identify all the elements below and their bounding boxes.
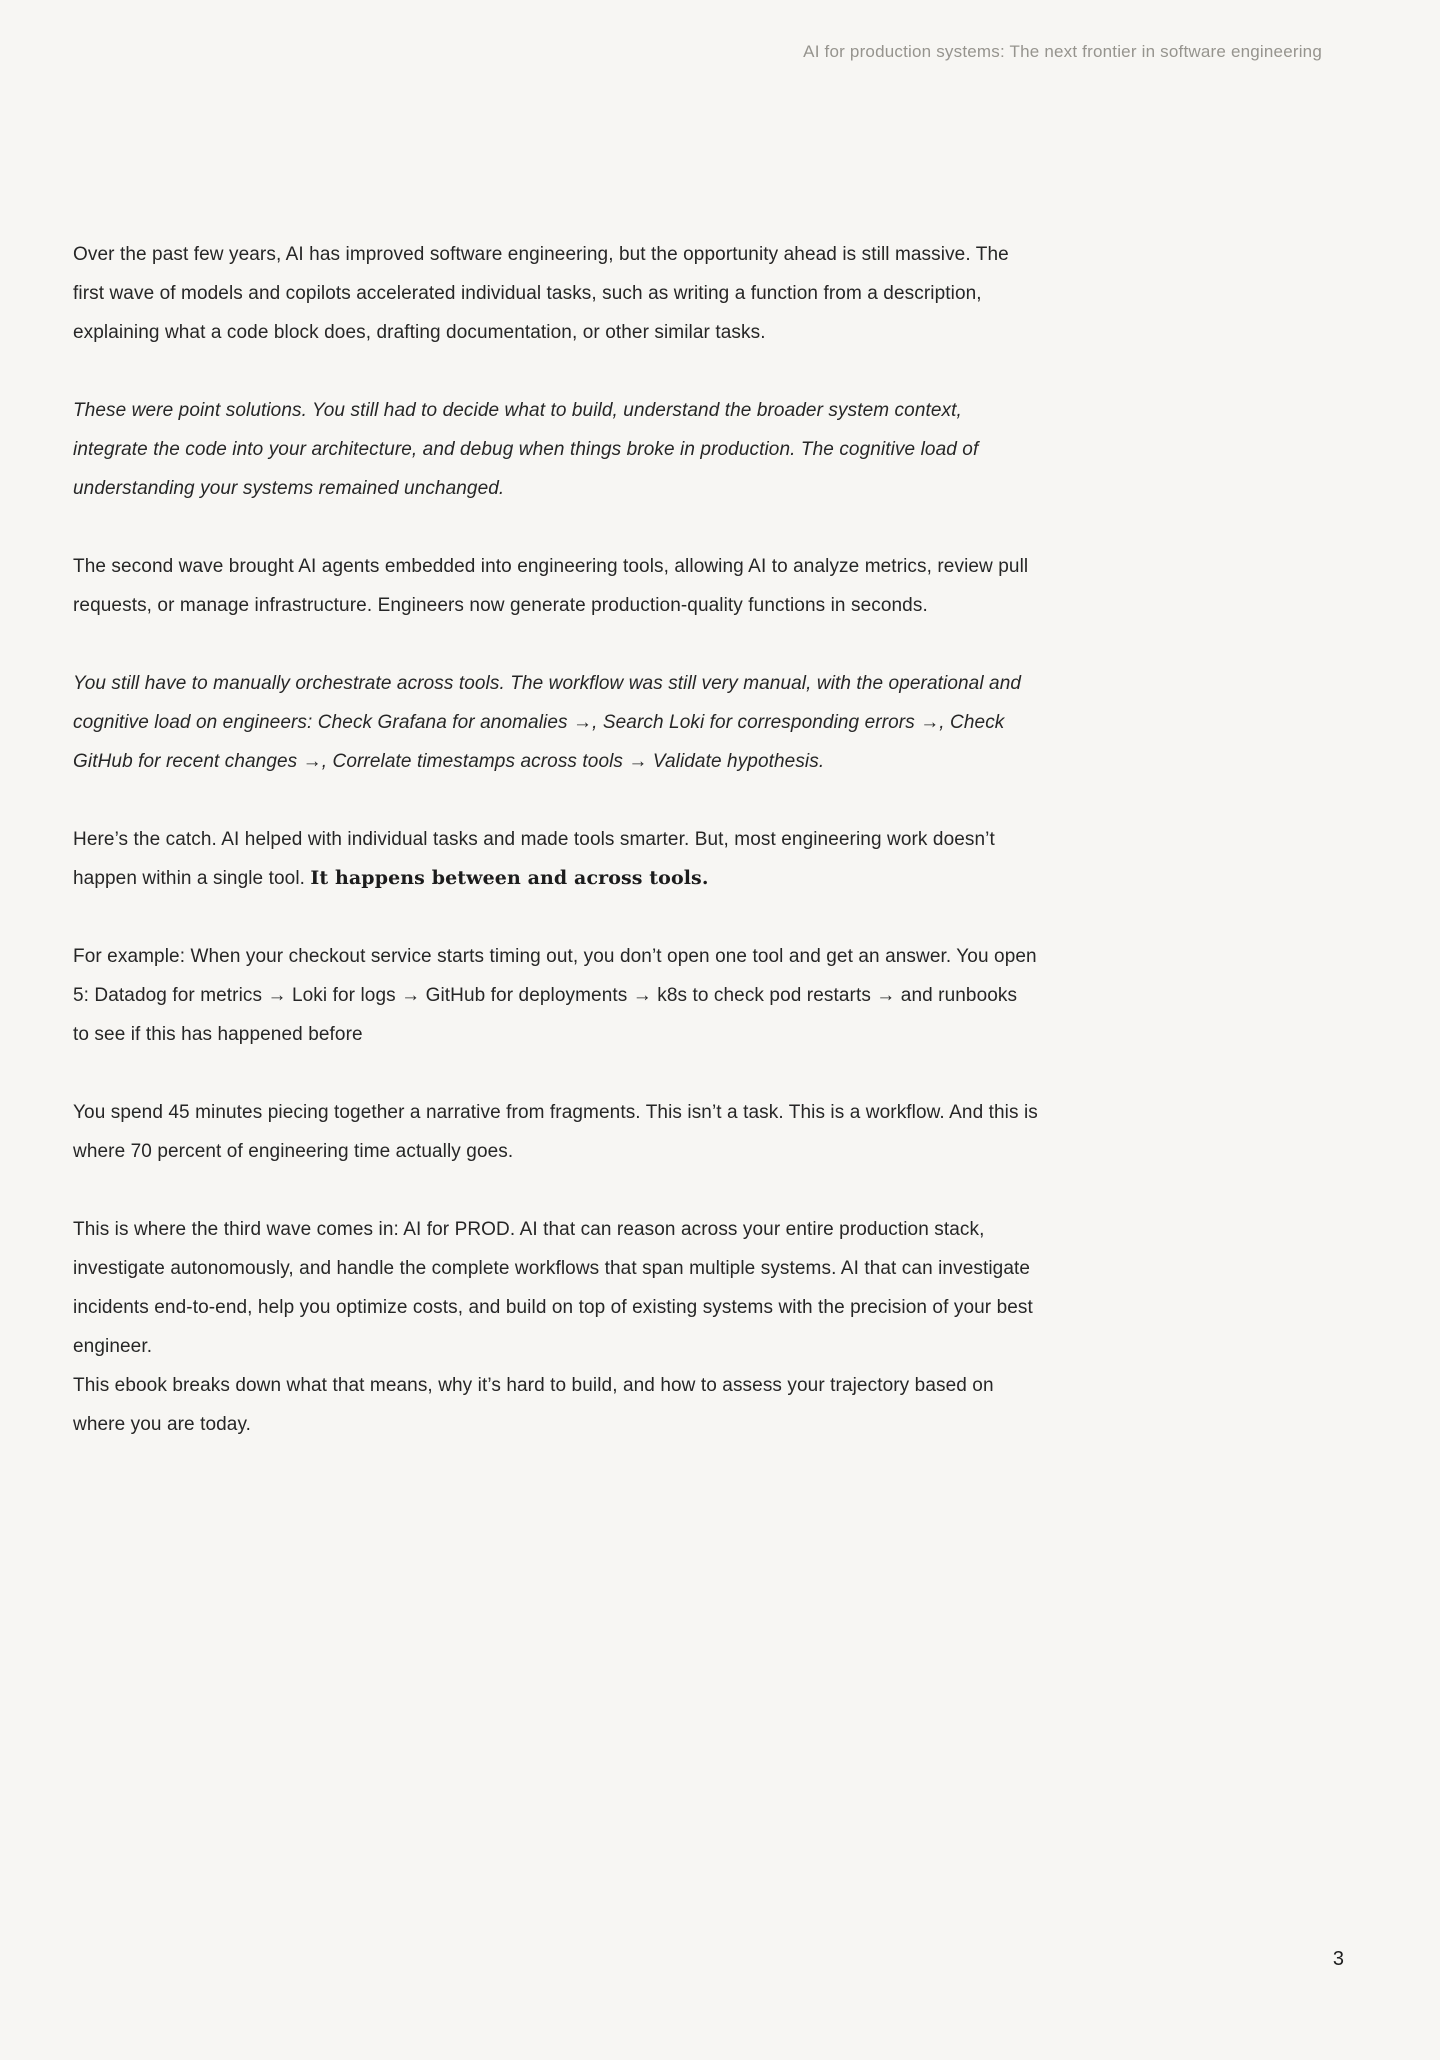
running-header: AI for production systems: The next frontier in software engineering: [803, 42, 1322, 61]
emphasis-text: It happens between and across tools.: [310, 867, 709, 889]
paragraph-second-wave: The second wave brought AI agents embedded into engineering tools, allowing AI to analyze metrics, review pull requests, or manage infrastructure. Engineers now generate production-quality functions in seconds.: [73, 556, 1029, 616]
paragraph-point-solutions: These were point solutions. You still had to decide what to build, understand the broader system context, integrate the code into your architecture, and debug when things broke in production. The cognitive load of understanding your systems remained unchanged.: [73, 400, 979, 499]
page-content: [73, 235, 1038, 1483]
paragraph-third-wave: This is where the third wave comes in: AI for PROD. AI that can reason across your entire production stack, investigate autonomously, and handle the complete workflows that span multiple systems. AI that can investigate incidents end-to-end, help you optimize costs, and build on top of existing systems with the precision of your best engineer.: [73, 1219, 1033, 1357]
paragraph-ebook-overview: This ebook breaks down what that means, why it’s hard to build, and how to assess your trajectory based on where you are today.: [73, 1375, 994, 1435]
paragraph-manual-orchestration: You still have to manually orchestrate across tools. The workflow was still very manual, with the operational and cognitive load on engineers: Check Grafana for anomalies →, Search Loki for corresponding errors →, Check GitHub for recent changes →, Correlate timestamps across tools → Validate hypothesis.: [73, 673, 1022, 772]
paragraph-first-wave: Over the past few years, AI has improved software engineering, but the opportunity ahead is still massive. The first wave of models and copilots accelerated individual tasks, such as writing a function from a description, explaining what a code block does, drafting documentation, or other similar tasks.: [73, 244, 1009, 343]
paragraph-text: Here’s the catch. AI helped with individual tasks and made tools smarter. But, most engineering work doesn’t happen within a single tool.: [73, 829, 995, 889]
paragraph-example-checkout: For example: When your checkout service starts timing out, you don’t open one tool and get an answer. You open 5: Datadog for metrics → Loki for logs → GitHub for deployments → k8s to check pod restarts → and runbooks to see if this has happened before: [73, 946, 1037, 1045]
paragraph-45-minutes: You spend 45 minutes piecing together a narrative from fragments. This isn’t a task. This is a workflow. And this is where 70 percent of engineering time actually goes.: [73, 1102, 1038, 1162]
paragraph-the-catch: [73, 820, 1038, 898]
page-number: 3: [1332, 1948, 1344, 1970]
